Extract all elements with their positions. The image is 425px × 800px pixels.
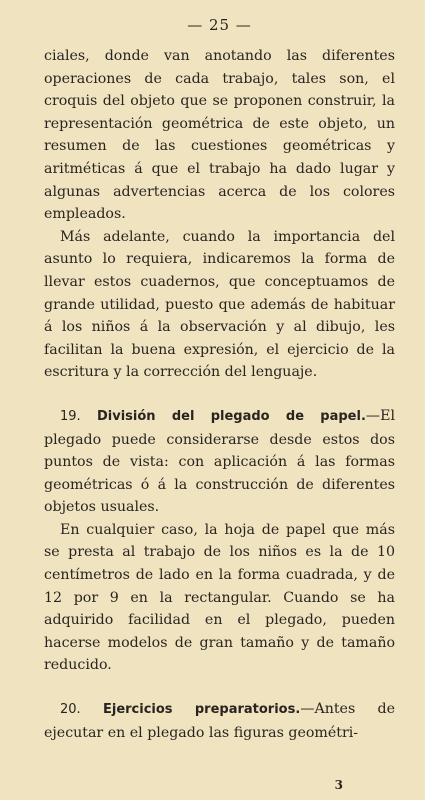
section-gap	[44, 677, 395, 698]
signature-mark: 3	[334, 778, 343, 792]
section-20-title: Ejercicios preparatorios.	[102, 702, 301, 718]
section-20	[44, 698, 395, 744]
section-19-text: —El plegado puede considerarse desde estos dos puntos de vista: con aplicación á las formas geométricas ó á la construcción de diferentes objetos usuales.	[44, 407, 395, 516]
section-19-title: División del plegado de papel.	[96, 408, 366, 424]
section-19	[44, 405, 395, 519]
section-19-number: 19.	[60, 408, 81, 424]
section-20-number: 20.	[60, 702, 81, 718]
paragraph-continuation: ciales, donde van anotando las diferentes operaciones de cada trabajo, tales son, el croquis del objeto que se proponen construir, la representación geométrica de este objeto, un resumen de las cuestiones geométricas y aritméticas á que el trabajo ha dado lugar y algunas advertencias acerca de los colores empleados.	[44, 48, 395, 223]
paragraph-paper-size: En cualquier caso, la hoja de papel que más se presta al trabajo de los niños es la de 10 centímetros de lado en la forma cuadrada, y de 12 por 9 en la rectangular. Cuando se ha adquirido facilidad en el plegado, pueden hacerse modelos de gran tamaño y de tamaño reducido.	[44, 521, 395, 674]
page-number: — 25 —	[187, 16, 252, 34]
section-20-text: —Antes de ejecutar en el plegado las figuras geométri-	[44, 701, 396, 741]
paragraph-notebooks: Más adelante, cuando la importancia del asunto lo requiera, indicaremos la forma de llevar estos cuadernos, que conceptuamos de grande utilidad, puesto que además de habituar á los niños á la observación y al dibujo, les facilitan la buena expresión, el ejercicio de la escritura y la corrección del lenguaje.	[44, 228, 395, 381]
section-gap	[44, 384, 395, 405]
